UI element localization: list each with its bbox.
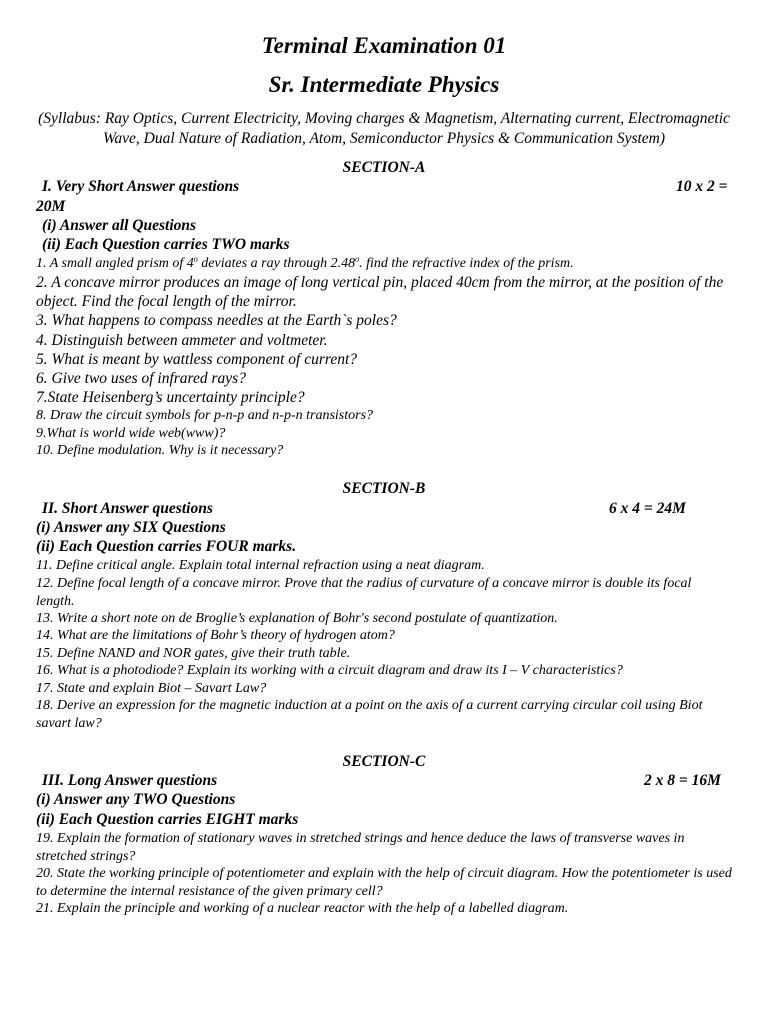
section-c-marks: 2 x 8 = 16M [644,772,721,789]
section-b-marks: 6 x 4 = 24M [609,500,686,517]
section-a-heading: SECTION-A [342,159,426,176]
section-c-heading: SECTION-C [342,753,426,770]
question-4: 4. Distinguish between ammeter and voltmeter. [36,332,328,349]
question-19: 19. Explain the formation of stationary waves in stretched strings and hence deduce the laws of transverse waves in stretched strings? [36,831,685,864]
question-11: 11. Define critical angle. Explain total internal refraction using a neat diagram. [36,558,485,573]
section-b-type: II. Short Answer questions [42,500,213,517]
question-1-part-c: . find the refractive index of the prism. [359,256,574,271]
section-c-instruction-2: (ii) Each Question carries EIGHT marks [36,811,299,828]
section-a-instruction-2: (ii) Each Question carries TWO marks [42,236,290,253]
section-a-instruction-1: (i) Answer all Questions [42,217,197,234]
question-14: 14. What are the limitations of Bohr’s theory of hydrogen atom? [36,628,395,643]
question-18: 18. Derive an expression for the magnetic induction at a point on the axis of a current carrying circular coil using Biot savart law? [36,698,703,731]
question-21: 21. Explain the principle and working of a nuclear reactor with the help of a labelled diagram. [36,901,569,916]
section-b-heading: SECTION-B [342,480,426,497]
question-5: 5. What is meant by wattless component of current? [36,351,358,368]
degree-superscript: o [355,254,360,264]
question-2: 2. A concave mirror produces an image of long vertical pin, placed 40cm from the mirror, at the position of the object. Find the focal length of the mirror. [36,274,724,310]
question-9: 9.What is world wide web(www)? [36,426,226,441]
section-b-instruction-2: (ii) Each Question carries FOUR marks. [36,538,297,555]
question-6: 6. Give two uses of infrared rays? [36,370,246,387]
question-10: 10. Define modulation. Why is it necessary? [36,443,284,458]
question-12: 12. Define focal length of a concave mirror. Prove that the radius of curvature of a concave mirror is double its focal length. [36,576,692,609]
question-1 [36,255,732,273]
section-a-marks: 10 x 2 = [676,178,728,195]
section-a-marks-total: 20M [36,198,66,215]
section-b-instruction-1: (i) Answer any SIX Questions [36,519,226,536]
question-3: 3. What happens to compass needles at the Earth`s poles? [36,312,397,329]
question-1-part-b: deviates a ray through 2.48 [197,256,356,271]
section-a-type: I. Very Short Answer questions [42,178,240,195]
syllabus-note: (Syllabus: Ray Optics, Current Electricity, Moving charges & Magnetism, Alternating current, Electromagnetic Wave, Dual Nature of Radiation, Atom, Semiconductor Physics & Communication System) [38,110,730,147]
question-7: 7.State Heisenberg’s uncertainty principle? [36,389,305,406]
exam-subject: Sr. Intermediate Physics [268,72,500,97]
question-13: 13. Write a short note on de Broglie’s explanation of Bohr's second postulate of quantization. [36,611,558,626]
section-c-type: III. Long Answer questions [42,772,218,789]
degree-superscript: o [193,254,198,264]
section-c-instruction-1: (i) Answer any TWO Questions [36,791,236,808]
question-1-part-a: 1. A small angled prism of 4 [36,256,194,271]
question-16: 16. What is a photodiode? Explain its working with a circuit diagram and draw its I – V characteristics? [36,663,623,678]
exam-title: Terminal Examination 01 [261,33,507,58]
question-8: 8. Draw the circuit symbols for p-n-p and n-p-n transistors? [36,408,374,423]
question-20: 20. State the working principle of potentiometer and explain with the help of circuit diagram. How the potentiometer is used to determine the internal resistance of the given primary cell? [36,866,732,899]
question-15: 15. Define NAND and NOR gates, give their truth table. [36,646,351,661]
question-17: 17. State and explain Biot – Savart Law? [36,681,267,696]
